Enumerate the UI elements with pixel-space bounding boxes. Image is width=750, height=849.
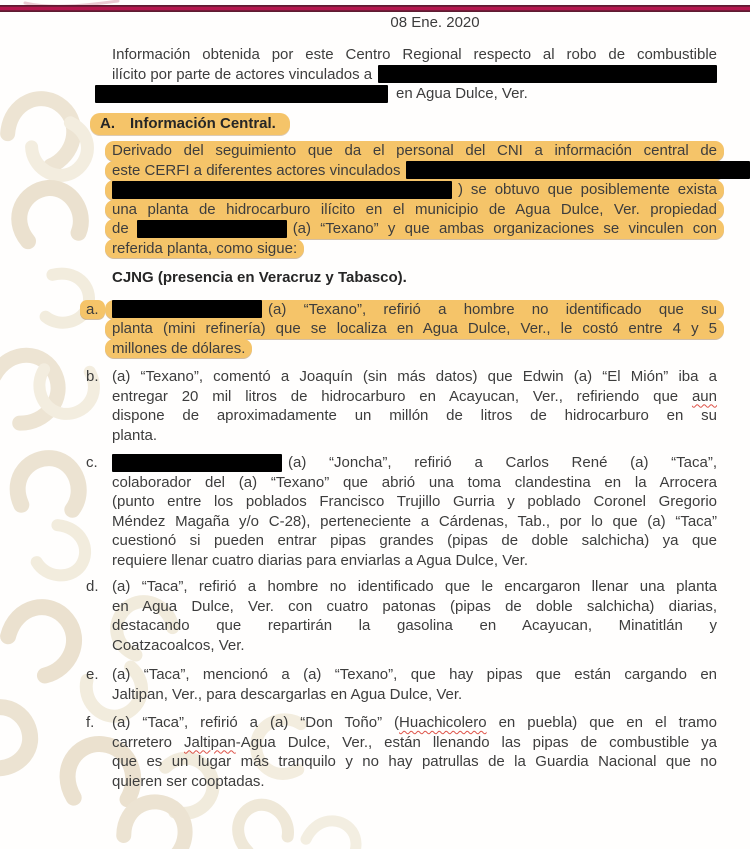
central-line-2-text: este CERFI a diferentes actores vinculados [112,161,401,179]
intro-line-2-text: ilícito por parte de actores vinculados a [112,65,373,83]
spellcheck-word: Jaltipan [184,733,236,751]
item-c-line-3: (punto entre los poblados Francisco Trujillo Gurria y poblado Coronel Gregorio [112,493,717,510]
cjng-heading: CJNG (presencia en Veracruz y Tabasco). [112,269,407,286]
item-d-line-3: destacando que repartirán la gasolina en Acayucan, Minatitlán y [112,617,717,634]
item-d-letter: d. [86,578,99,595]
list-item-b [86,367,717,445]
item-e-text [112,665,717,704]
item-d-line-1: (a) “Taca”, refirió a hombre no identificado que le encargaron llenar una planta [112,578,717,595]
list-item-c [86,453,717,570]
redaction-bar [95,85,388,103]
redaction-bar [112,300,262,318]
section-a-heading [86,113,717,136]
section-a-letter: A. [100,114,115,132]
redaction-bar [112,454,282,472]
item-a-letter: a. [80,300,105,320]
top-border-bar [0,5,750,12]
item-f-line-1-text-a: (a) “Taca”, refirió a (a) “Don Toño” ( [112,714,400,731]
item-c-line-4: Méndez Magaña y/o C-28), perteneciente a Cárdenas, Tab., por lo que (a) “Taca” [112,512,717,530]
item-a-text [112,300,717,359]
item-e-line-1: (a) “Taca”, mencionó a (a) “Texano”, que hay pipas que están cargando en [112,666,717,683]
spellcheck-word: Huachicolero [399,714,487,731]
item-b-text [112,367,717,445]
item-a-line-1 [105,300,724,320]
item-d-line-2: en Agua Dulce, Ver. con cuatro patonas (pipas de doble salchicha) diarias, [112,597,717,615]
central-line-3 [105,180,724,200]
item-c-line-5: cuestionó si pueden entrar pipas grandes (pipas de doble salchicha) ya que [112,532,717,549]
item-f-line-4: quieren ser cooptadas. [112,772,265,790]
document-date: 08 Ene. 2020 [390,14,480,31]
redaction-bar [137,220,287,238]
item-a-line-1-text: (a) “Texano”, refirió a hombre no identificado que su [268,300,717,318]
list-item-a [86,300,717,359]
section-a-highlight-pill [90,113,290,136]
item-c-text [112,453,717,570]
central-line-5-text-b: (a) “Texano” y que ambas organizaciones se vinculen con [292,220,717,237]
item-d-text [112,577,717,655]
intro-line-2 [112,65,717,85]
central-line-1: Derivado del seguimiento que da el personal del CNI a información central de [105,141,724,161]
item-f-line-3: que es un lugar más tranquilo y no hay patrullas de la Guardia Nacional que no [112,753,717,770]
item-e-letter: e. [86,666,99,683]
item-a-line-2: planta (mini refinería) que se localiza en Agua Dulce, Ver., le costó entre 4 y 5 [105,319,724,339]
central-line-4: una planta de hidrocarburo ilícito en el municipio de Agua Dulce, Ver. propiedad [105,200,724,220]
item-f-text [112,713,717,791]
item-b-line-4: planta. [112,426,158,444]
item-b-line-2-text: entregar 20 mil litros de hidrocarburo en Acayucan, Ver., refiriendo que [112,387,692,405]
central-line-2 [105,161,724,181]
item-f-line-2-text-a: carretero [112,733,184,751]
item-f-line-1 [112,713,717,733]
redaction-bar [112,181,452,199]
item-b-letter: b. [86,368,99,385]
item-c-line-6: requiere llenar cuatro diarias para enviarlas a Agua Dulce, Ver. [112,551,529,569]
spellcheck-word: aun [691,387,717,405]
item-b-line-3: dispone de aproximadamente un millón de litros de hidrocarburo en su [112,407,717,424]
item-c-line-1 [112,453,717,473]
item-f-line-2-text-c: -Agua Dulce, Ver., están llenando las pipas de combustible ya [235,733,717,751]
intro-paragraph [112,45,717,104]
list-item-d [86,577,717,655]
intro-line-1: Información obtenida por este Centro Regional respecto al robo de combustible [112,46,717,63]
intro-line-3-text: en Agua Dulce, Ver. [396,85,528,102]
central-line-3-text: ) se obtuvo que posiblemente exista [458,181,717,198]
item-f-letter: f. [86,714,95,731]
intro-line-3 [112,84,717,104]
list-item-f [86,713,717,791]
item-f-line-1-text-c: en puebla) que en el tramo [486,714,717,731]
item-a-line-3 [112,339,717,359]
item-e-line-2: Jaltipan, Ver., para descargarlas en Agua Dulce, Ver. [112,685,463,703]
central-line-5-text-a: de [112,220,129,237]
document-content [86,45,717,791]
central-line-6-text: referida planta, como sigue: [105,239,304,259]
item-f-line-2 [112,733,717,753]
redaction-bar [406,161,750,179]
item-d-line-4: Coatzacoalcos, Ver. [112,636,245,654]
item-b-line-2 [112,387,717,407]
central-paragraph [112,141,717,258]
list-item-e [86,665,717,704]
item-a-line-3-text: millones de dólares. [105,339,252,359]
item-c-line-2: colaborador del (a) “Texano” que abrió una toma clandestina en la Arrocera [112,473,717,491]
redaction-bar [378,65,717,83]
item-b-line-1: (a) “Texano”, comentó a Joaquín (sin más datos) que Edwin (a) “El Mión” iba a [112,368,717,385]
item-c-line-1-text: (a) “Joncha”, refirió a Carlos René (a) “Taca”, [288,454,717,471]
central-line-5 [105,219,724,239]
central-line-6 [112,239,717,259]
item-c-letter: c. [86,454,98,471]
section-a-title: Información Central. [130,114,276,132]
